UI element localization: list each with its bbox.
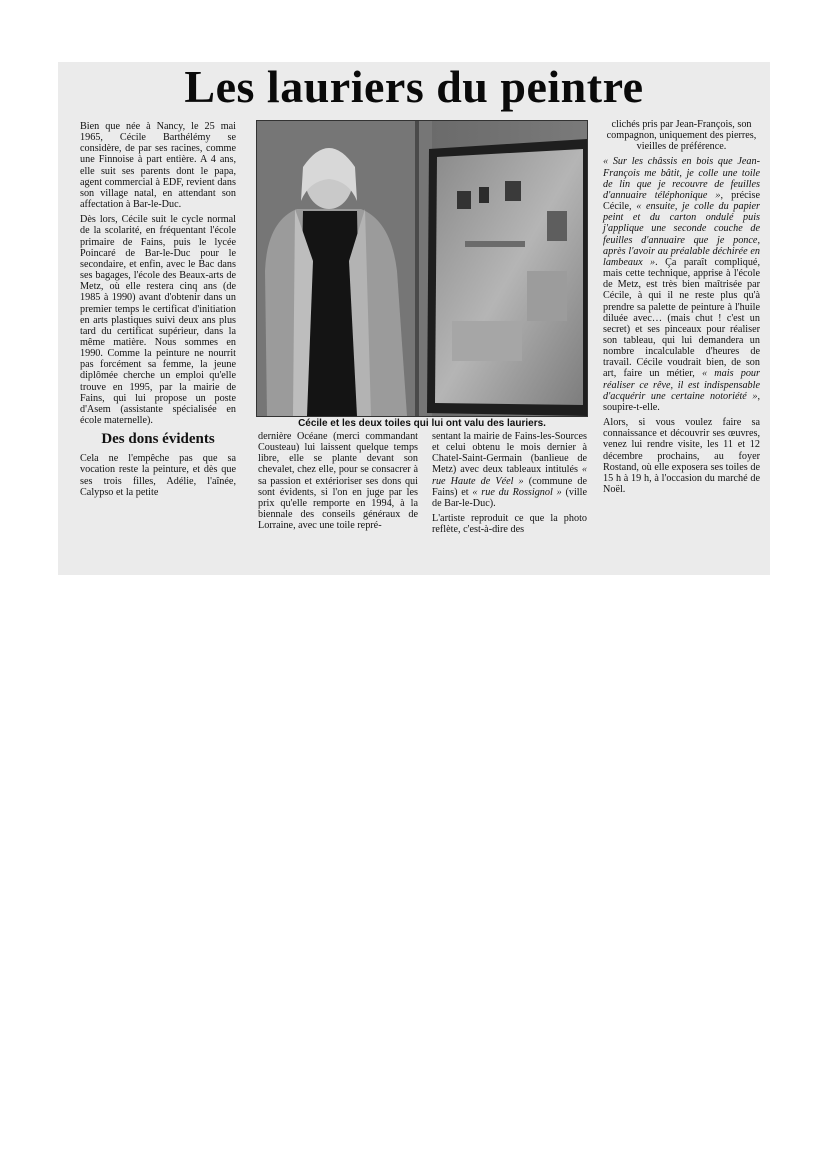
- paragraph: [432, 431, 587, 509]
- article-column-2: [258, 431, 418, 535]
- newspaper-clipping: [58, 62, 770, 575]
- article-photo: [256, 120, 588, 417]
- text-run: (ville de Bar-le-Duc).: [432, 486, 587, 509]
- paragraph: Cela ne l'empêche pas que sa vocation reste la peinture, et dès que ses trois filles, Adélie, l'aînée, Calypso et la petite: [80, 453, 236, 498]
- text-run: sentant la mairie de Fains-les-Sources et celui obtenu le mois dernier à Chatel-Saint-Germain (banlieue de Metz) avec deux tableaux intitulés: [432, 431, 587, 476]
- painting: [427, 139, 587, 416]
- paragraph: dernière Océane (merci commandant Cousteau) lui laissent quelque temps libre, elle se plante devant son chevalet, chez elle, pour se consacrer à sa passion et extérioriser ses dons qui sont évidents, si l'on en juge par les prix qu'elle remporte en 1994, à la biennale des conseils généraux de Lorraine, avec une toile repré-: [258, 431, 418, 532]
- painting-title: « rue du Rossignol »: [472, 486, 562, 498]
- paragraph: Alors, si vous voulez faire sa connaissance et découvrir ses œuvres, venez lui rendre visite, les 11 et 12 décembre prochains, au foyer Rostand, où elle exposera ses toiles de 15 h à 19 h, à l'occasion du marché de Noël.: [603, 417, 760, 495]
- paragraph: Bien que née à Nancy, le 25 mai 1965, Cécile Barthélémy se considère, de par ses racines, comme une Finnoise à part entière. A 4 ans, elle suit ses parents dont le papa, agent commercial à EDF, revient dans son village natal, en attendant son affectation à Bar-le-Duc.: [80, 121, 236, 211]
- text-run: . Ça paraît compliqué, mais cette technique, apprise à l'école de Metz, est très bien maîtrisée par Cécile, à qui il ne reste plus qu'à prendre sa palette de peinture à l'huile diluée avec… (mais chut ! c'est un secret) et ses pinceaux pour réaliser son tableau, qui lui demandera un nombre incalculable d'heures de travail. Cécile voudrait bien, de son art, faire un métier,: [603, 256, 760, 380]
- text-run: , soupire-t-elle.: [603, 390, 760, 413]
- article-column-4: [603, 119, 760, 499]
- article-column-1: [80, 121, 236, 502]
- article-column-3: [432, 431, 587, 539]
- quote: « Sur les châssis en bois que Jean-François me bâtit, je colle une toile de lin que je recouvre de feuilles d'annuaire téléphonique »: [603, 156, 760, 201]
- photo-illustration: [257, 121, 587, 416]
- text-run: , précise Cécile,: [603, 189, 760, 213]
- photo-caption: Cécile et les deux toiles qui lui ont valu des lauriers.: [298, 418, 546, 429]
- painting-title: « rue Haute de Véel »: [432, 464, 587, 487]
- quote: « ensuite, je colle du papier peint et du carton ondulé puis j'applique une seconde couche de feuilles d'annuaire que je ponce, après l'avoir au préalable déchirée en lambeaux »: [603, 201, 760, 268]
- subheading: Des dons évidents: [101, 431, 215, 448]
- paragraph: L'artiste reproduit ce que la photo reflète, c'est-à-dire des: [432, 513, 587, 536]
- headline: Les lauriers du peintre: [184, 62, 644, 112]
- text-run: (commune de Fains) et: [432, 475, 587, 498]
- quote: « mais pour réaliser ce rêve, il est indispensable d'acquérir une certaine notoriété »: [603, 368, 760, 402]
- paragraph: [603, 156, 760, 413]
- paragraph: Dès lors, Cécile suit le cycle normal de la scolarité, en fréquentant l'école primaire de Fains, puis le lycée Poincaré de Bar-le-Duc pour le secondaire, et enfin, avec le Bac dans ses bagages, l'école des Beaux-arts de Metz, où elle restera cinq ans (de 1985 à 1990) avant d'obtenir dans un premier temps le certificat d'initiation en arts plastiques suivi deux ans plus tard du certificat supérieur, dans la même matière. Nous sommes en 1990. Comme la peinture ne nourrit pas forcément sa femme, la jeune diplômée cherche un emploi qu'elle trouve en 1995, par la mairie de Fains, qui lui propose un poste d'Asem (assistante spécialisée en école maternelle).: [80, 214, 236, 427]
- paragraph: clichés pris par Jean-François, son compagnon, uniquement des pierres, vieilles de préférence.: [606, 119, 757, 153]
